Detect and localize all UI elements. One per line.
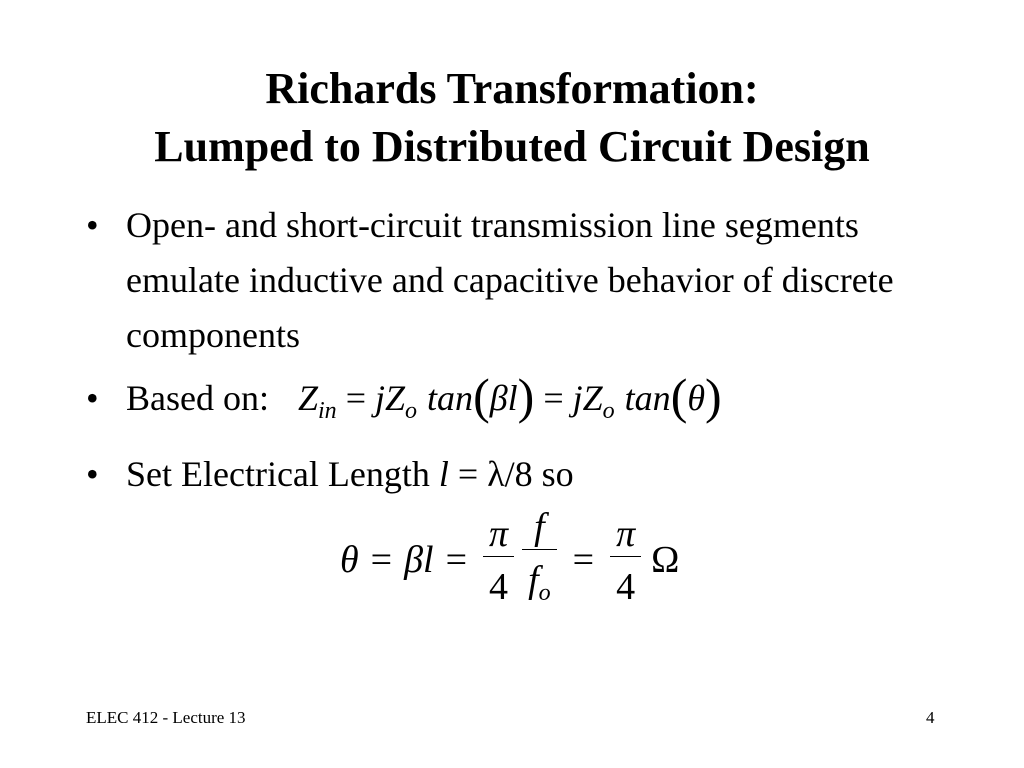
- eq-zo-1: Z: [385, 378, 406, 418]
- fraction-numerator: f: [534, 506, 545, 548]
- eq-lparen-1: (: [473, 368, 490, 424]
- electrical-length-equation: [340, 500, 679, 620]
- title-line-1: Richards Transformation:: [265, 64, 759, 113]
- eq-z: Z: [297, 378, 319, 418]
- eq-equals-2: =: [543, 378, 564, 418]
- eq2-beta-l: βl: [404, 539, 434, 581]
- slide-title: [0, 60, 1024, 176]
- eq-tan-1: tan: [427, 378, 474, 418]
- fraction-denominator: 4: [610, 556, 641, 609]
- eq-equals-1: =: [345, 378, 366, 418]
- bullet-3-value: = λ/8 so: [457, 454, 574, 494]
- eq-zo-sub-2: o: [602, 398, 615, 424]
- eq2-equals-2: =: [445, 539, 468, 581]
- fraction-pi-over-4: [483, 512, 514, 609]
- eq2-theta: θ: [340, 539, 359, 581]
- eq-zo-sub-1: o: [405, 398, 418, 424]
- bullet-list: [86, 198, 966, 502]
- bullet-marker: •: [86, 454, 99, 494]
- fraction-denominator: 4: [483, 556, 514, 609]
- input-impedance-equation: [297, 368, 722, 439]
- bullet-item-2: [86, 368, 966, 439]
- bullet-3-variable: l: [438, 454, 449, 494]
- eq-tan-2: tan: [624, 378, 671, 418]
- eq2-equals-3: =: [572, 539, 595, 581]
- fraction-numerator: π: [616, 512, 636, 555]
- footer-course-label: ELEC 412 - Lecture 13: [86, 708, 246, 727]
- bullet-text-1: Open- and short-circuit transmission line segments emulate inductive and capacitive behavior of discrete components: [126, 205, 894, 355]
- eq-beta-l: βl: [489, 378, 518, 418]
- fraction-f-over-fo: [522, 505, 557, 615]
- eq-z-sub: in: [318, 398, 337, 424]
- bullet-marker: •: [86, 378, 99, 418]
- title-line-2: Lumped to Distributed Circuit Design: [154, 122, 870, 171]
- fraction-numerator: π: [489, 512, 509, 555]
- bullet-item-1: [86, 198, 966, 363]
- eq2-equals-1: =: [370, 539, 393, 581]
- eq-rparen-1: ): [517, 368, 535, 424]
- fraction-fo: f: [528, 559, 539, 601]
- page-number: 4: [926, 708, 935, 727]
- eq-j-1: j: [375, 378, 386, 418]
- eq-theta: θ: [687, 378, 706, 418]
- bullet-text-2: Based on:: [126, 378, 269, 418]
- bullet-item-3: [86, 447, 966, 502]
- eq-rparen-2: ): [705, 368, 722, 424]
- bullet-marker: •: [86, 205, 99, 245]
- eq-zo-2: Z: [582, 378, 603, 418]
- bullet-text-3: Set Electrical Length: [126, 454, 430, 494]
- eq-lparen-2: (: [670, 368, 688, 424]
- eq-j-2: j: [572, 378, 583, 418]
- fraction-fo-sub: o: [538, 580, 551, 606]
- omega-symbol: Ω: [651, 539, 680, 581]
- fraction-denominator: [522, 549, 557, 615]
- fraction-pi-over-4-result: [610, 512, 641, 609]
